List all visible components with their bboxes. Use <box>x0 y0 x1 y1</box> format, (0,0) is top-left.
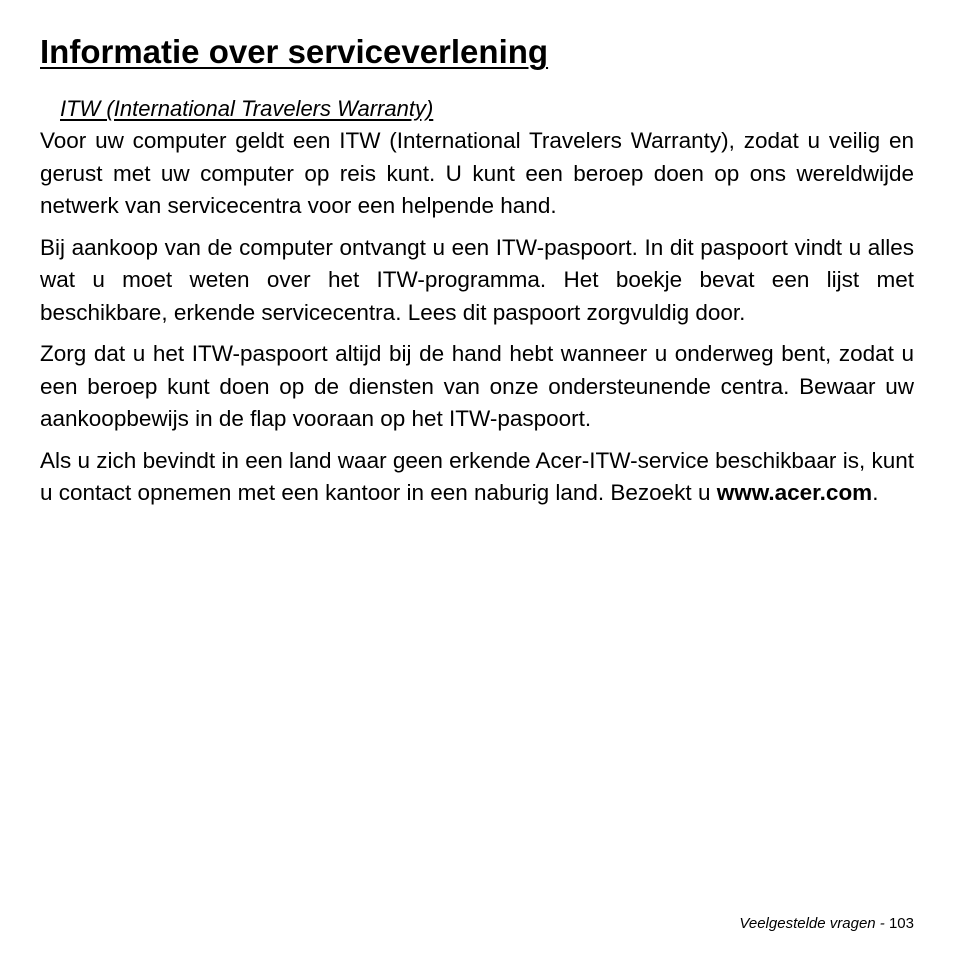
page-footer <box>739 914 914 934</box>
paragraph-itw-passport: Bij aankoop van de computer ontvangt u een ITW-paspoort. In dit paspoort vindt u alles wat u moet weten over het ITW-programma. Het boekje bevat een lijst met beschikbare, erkende servicecentra. Lees dit paspoort zorgvuldig door. <box>40 234 914 325</box>
paragraph-acer-contact-text: Als u zich bevindt in een land waar geen erkende Acer-ITW-service beschikbaar is, kunt u contact opnemen met een kantoor in een naburig land. Bezoekt u <box>40 447 914 505</box>
section-subtitle: ITW (International Travelers Warranty) <box>60 96 434 121</box>
footer-section-name: Veelgestelde vragen - <box>739 915 889 932</box>
document-page <box>40 30 914 519</box>
paragraph-itw-intro: Voor uw computer geldt een ITW (International Travelers Warranty), zodat u veilig en gerust met uw computer op reis kunt. U kunt een beroep doen op ons wereldwijde netwerk van servicecentra voor een helpende hand. <box>40 128 914 218</box>
paragraph-acer-contact <box>40 445 914 510</box>
paragraph-itw-travel: Zorg dat u het ITW-paspoort altijd bij de hand hebt wanneer u onderweg bent, zodat u een beroep kunt doen op de diensten van onze ondersteunende centra. Bewaar uw aankoopbewijs in de flap vooraan op het ITW-paspoort. <box>40 341 914 431</box>
page-title: Informatie over serviceverlening <box>40 33 549 70</box>
acer-website-link[interactable]: www.acer.com <box>716 480 873 505</box>
page-number: 103 <box>888 915 914 932</box>
paragraph-acer-contact-end: . <box>872 480 879 505</box>
